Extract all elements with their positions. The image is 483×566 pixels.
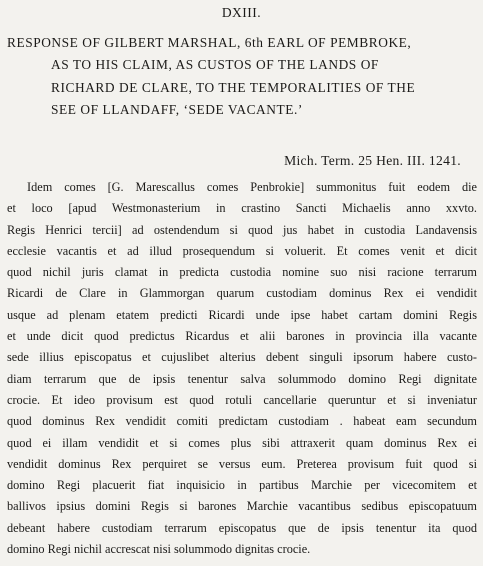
term-date: Mich. Term. 25 Hen. III. 1241. xyxy=(284,153,461,168)
body-line: usque ad plenam etatem predicti Ricardi unde ipse habet cartam domini Regis xyxy=(7,307,477,322)
document-heading xyxy=(7,32,477,122)
body-line: vendidit dominus Rex perquiret se versus eum. Preterea provisum fuit quod si xyxy=(7,456,477,471)
heading-line: AS TO HIS CLAIM, AS CUSTOS OF THE LANDS OF xyxy=(51,57,379,73)
body-line: domino Regi placuerit fiat inquisicio in partibus Marchie per vicecomitem et xyxy=(7,478,477,493)
heading-line: RICHARD DE CLARE, TO THE TEMPORALITIES OF THE xyxy=(51,79,416,95)
body-line: crocie. Et ideo provisum est quod rotuli cancellarie queruntur et si inveniatur xyxy=(7,392,477,407)
body-line: quod ei illam vendidit et si comes plus sibi attraxerit quam dominus Rex ei xyxy=(7,435,477,450)
document-number: DXIII. xyxy=(221,5,262,20)
body-line: Ricardi de Clare in Glammorgan quarum custodiam dominus Rex ei vendidit xyxy=(7,286,477,301)
body-line: domino Regi nichil accrescat nisi solummodo dignitas crocie. xyxy=(7,542,311,557)
body-line: ecclesie vacantis et ad illud prosequendum si voluerit. Et comes venit et dicit xyxy=(7,243,477,258)
document-body xyxy=(7,177,477,560)
heading-line: SEE OF LLANDAFF, ‘SEDE VACANTE.’ xyxy=(51,102,303,118)
body-line: Regis Henrici tercii] ad ostendendum si quod jus habet in custodia Landavensis xyxy=(7,222,477,237)
body-line: et loco [apud Westmonasterium in crastino Sancti Michaelis anno xxvto. xyxy=(7,201,477,216)
body-line: diam terrarum que de ipsis tenentur salva solummodo domino Regi dignitate xyxy=(7,371,477,386)
body-line: et unde dicit quod predictus Ricardus et alii barones in provincia illa vacante xyxy=(7,329,477,344)
heading-line: RESPONSE OF GILBERT MARSHAL, 6th EARL OF PEMBROKE, xyxy=(7,35,412,50)
body-line: quod dominus Rex vendidit comiti predictam custodiam . habeat eam secundum xyxy=(7,414,477,429)
body-line: Idem comes [G. Marescallus comes Penbrokie] summonitus fuit eodem die xyxy=(27,180,477,194)
body-line: ballivos ipsius domini Regis si barones Marchie vacantibus sedibus episcopatuum xyxy=(7,499,477,514)
body-line: quod nichil juris clamat in predicta custodia nomine suo nisi racione terrarum xyxy=(7,265,477,280)
body-line: sede illius episcopatus et cujuslibet alterius debent singuli ipsorum habere custo- xyxy=(7,350,477,365)
body-line: debeant habere custodiam terrarum episcopatus que de ipsis tenentur ita quod xyxy=(7,520,477,535)
